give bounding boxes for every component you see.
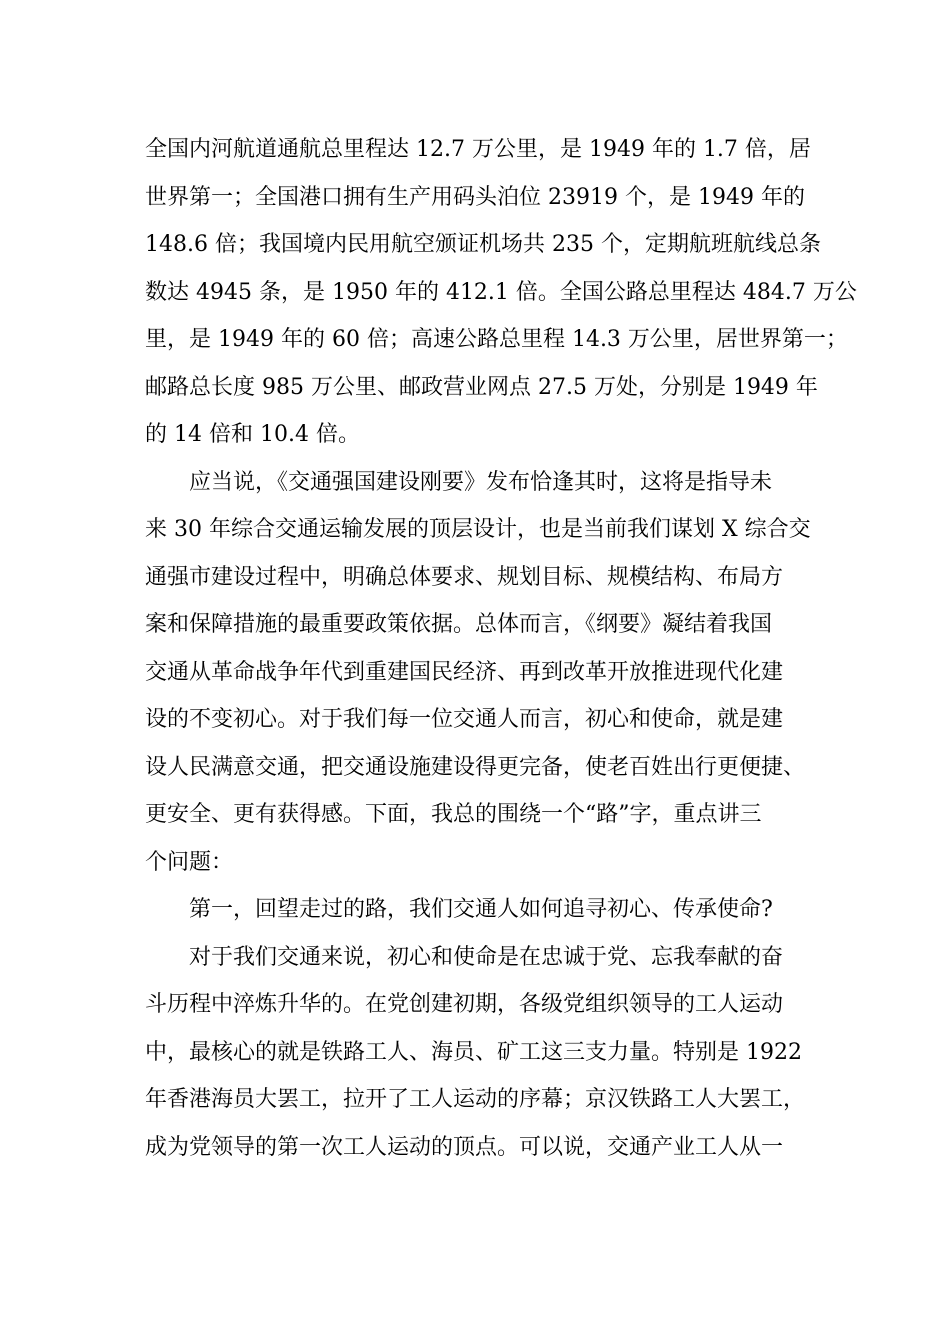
text-line: 斗历程中淬炼升华的。在党创建初期，各级党组织领导的工人运动 [145,992,784,1017]
text-line: 的 14 倍和 10.4 倍。 [145,422,360,447]
document-body [145,126,857,1171]
text-line: 邮路总长度 985 万公里、邮政营业网点 27.5 万处，分别是 1949 年 [145,374,818,400]
paragraph-section-heading [145,886,810,934]
text-line: 通强市建设过程中，明确总体要求、规划目标、规模结构、布局方 [145,564,784,590]
text-line: 设的不变初心。对于我们每一位交通人而言，初心和使命，就是建 [145,707,784,732]
text-line: 应当说，《交通强国建设刚要》发布恰逢其时，这将是指导未 [189,469,773,495]
text-line: 世界第一；全国港口拥有生产用码头泊位 23919 个，是 1949 年的 [145,184,805,210]
text-line: 个问题： [145,849,234,875]
text-line: 全国内河航道通航总里程达 12.7 万公里，是 1949 年的 1.7 倍，居 [145,137,811,162]
text-line: 对于我们交通来说，初心和使命是在忠诚于党、忘我奉献的奋 [189,944,784,970]
text-line: 成为党领导的第一次工人运动的顶点。可以说，交通产业工人从一 [145,1134,784,1160]
text-line: 来 30 年综合交通运输发展的顶层设计，也是当前我们谋划 X 综合交 [145,517,811,542]
paragraph-statistics [145,126,857,459]
text-line: 里，是 1949 年的 60 倍；高速公路总里程 14.3 万公里，居世界第一； [145,327,848,352]
section-heading-line: 第一，回望走过的路，我们交通人如何追寻初心、传承使命? [189,897,773,922]
paragraph-outline [145,459,810,887]
text-line: 更安全、更有获得感。下面，我总的围绕一个“路”字，重点讲三 [145,802,762,827]
text-line: 交通从革命战争年代到重建国民经济、再到改革开放推进现代化建 [145,659,784,685]
text-line: 148.6 倍；我国境内民用航空颁证机场共 235 个，定期航班航线总条 [145,232,821,257]
text-line: 年香港海员大罢工，拉开了工人运动的序幕；京汉铁路工人大罢工， [145,1087,806,1112]
text-line: 案和保障措施的最重要政策依据。总体而言，《纲要》凝结着我国 [145,612,773,637]
text-line: 中，最核心的就是铁路工人、海员、矿工这三支力量。特别是 1922 [145,1039,802,1065]
text-line: 设人民满意交通，把交通设施建设得更完备，使老百姓出行更便捷、 [145,754,806,780]
paragraph-history [145,934,810,1172]
text-line: 数达 4945 条，是 1950 年的 412.1 倍。全国公路总里程达 484.7 万公 [145,279,857,305]
